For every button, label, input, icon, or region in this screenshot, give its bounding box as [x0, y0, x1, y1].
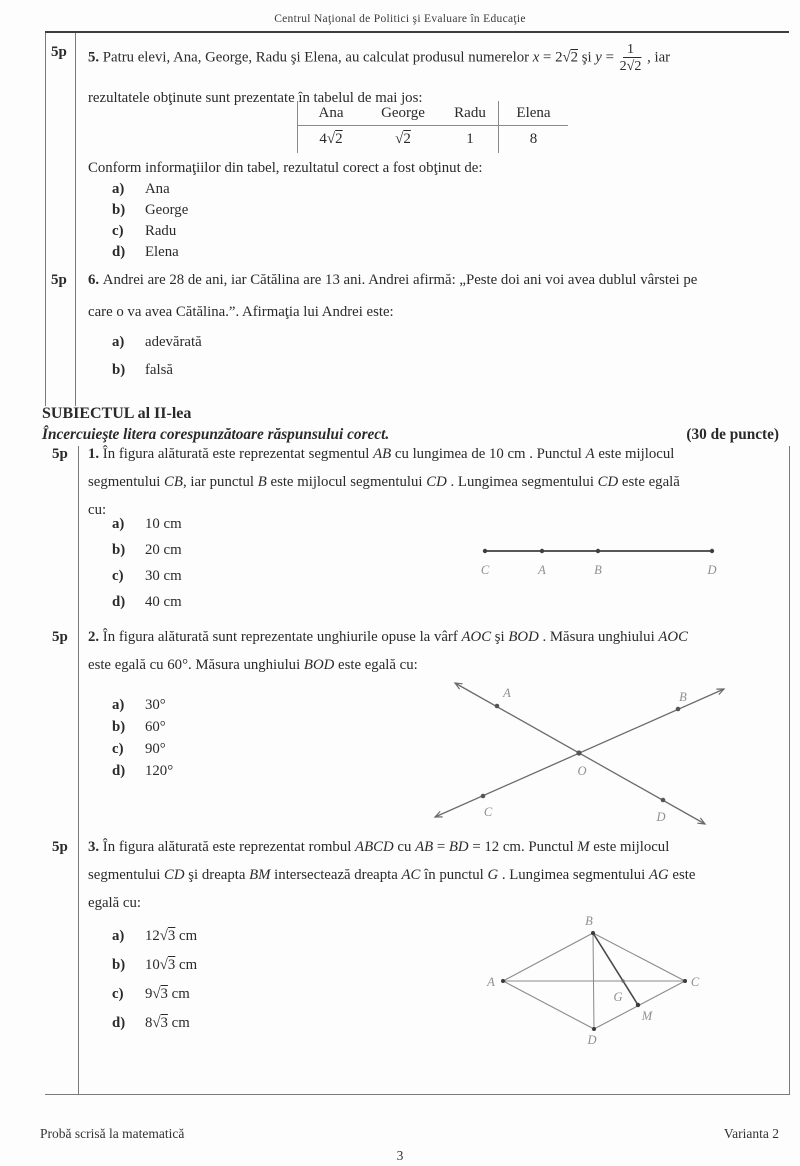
point-dot-m [636, 1003, 640, 1007]
option-text: 8√3 cm [145, 1015, 190, 1031]
point-dot-c [483, 549, 487, 553]
option-text: falsă [145, 362, 173, 378]
option-text: 120° [145, 763, 174, 779]
s2q2-options [112, 697, 173, 785]
side-bc [593, 933, 685, 981]
q6-points-badge: 5p [51, 272, 67, 288]
option-text: George [145, 202, 189, 218]
q5-option-c [112, 223, 188, 244]
q6-text-line-2: care o va avea Cătălina.”. Afirmaţia lui Andrei este: [88, 304, 394, 320]
s2q2-option-d [112, 763, 173, 785]
footer-variant: Varianta 2 [723, 1126, 779, 1141]
s2q3-text-line-3: egală cu: [88, 895, 141, 911]
s2q2-option-c [112, 741, 173, 763]
header-rule [45, 31, 789, 33]
option-letter: b) [112, 719, 126, 735]
option-letter: b) [112, 542, 126, 558]
s2q3-text-line-1: 3. În figura alăturată este reprezentat rombul ABCD cu AB = BD = 12 cm. Punctul M este mijlocul [88, 839, 670, 855]
point-dot-b [596, 549, 600, 553]
option-text: 30 cm [145, 568, 182, 584]
option-text: 20 cm [145, 542, 182, 558]
s2q3-text-line-2: segmentului CD şi dreapta BM intersectează dreapta AC în punctul G . Lungimea segmentului AG este [88, 867, 696, 883]
q6-option-b [112, 362, 202, 390]
option-text: Radu [145, 223, 177, 239]
q5-points-badge: 5p [51, 44, 67, 60]
point-label-b: B [594, 563, 602, 577]
option-text: 30° [145, 697, 166, 713]
option-letter: c) [112, 223, 124, 239]
point-dot-a [495, 704, 500, 709]
point-label-c: C [690, 975, 700, 989]
point-dot-b [591, 931, 595, 935]
option-text: Elena [145, 244, 179, 260]
option-letter: a) [112, 181, 125, 197]
q5-option-a [112, 181, 188, 202]
option-letter: c) [112, 986, 124, 1002]
table-header-elena: Elena [498, 101, 568, 126]
table-value-elena: 8 [498, 126, 568, 153]
page-number: 3 [396, 1148, 404, 1163]
option-letter: c) [112, 741, 124, 757]
option-letter: d) [112, 1015, 126, 1031]
option-text: 9√3 cm [145, 986, 190, 1002]
sec2-points-divider [78, 446, 79, 1094]
s2q1-options [112, 516, 182, 620]
option-letter: b) [112, 202, 126, 218]
q2-figure-angles [430, 675, 785, 830]
option-text: 60° [145, 719, 166, 735]
s2q1-option-c [112, 568, 182, 594]
q5-options [112, 181, 188, 265]
s2q1-option-d [112, 594, 182, 620]
s2q1-option-a [112, 516, 182, 542]
table-header-radu: Radu [442, 101, 498, 126]
diagonal-bd [593, 933, 594, 1029]
option-letter: d) [112, 594, 126, 610]
option-letter: b) [112, 362, 126, 378]
s2q3-options [112, 928, 197, 1044]
sec2-right-border [789, 446, 790, 1094]
s2q3-option-b [112, 957, 197, 986]
point-label-c: C [480, 563, 490, 577]
option-letter: a) [112, 928, 125, 944]
option-text: adevărată [145, 334, 202, 350]
option-text: 90° [145, 741, 166, 757]
point-dot-c [683, 979, 687, 983]
point-label-a: A [503, 686, 511, 700]
q5-option-b [112, 202, 188, 223]
table-value-ana: 4 √2 [319, 131, 343, 147]
s2q3-option-c [112, 986, 197, 1015]
s2q2-option-a [112, 697, 173, 719]
s2q2-option-b [112, 719, 173, 741]
option-text: 10√3 cm [145, 957, 198, 973]
option-text: Ana [145, 181, 170, 197]
q3-figure-rhombus [480, 912, 710, 1052]
point-dot-d [592, 1027, 596, 1031]
table-header-george: George [364, 101, 442, 126]
option-letter: a) [112, 697, 125, 713]
q5-text-line-2: rezultatele obţinute sunt prezentate în tabelul de mai jos: [88, 90, 423, 106]
section2-instruction: Încercuieşte litera corespunzătoare răspunsului corect. [42, 426, 390, 443]
option-letter: a) [112, 516, 125, 532]
option-letter: a) [112, 334, 125, 350]
option-letter: d) [112, 244, 126, 260]
option-text: 40 cm [145, 594, 182, 610]
q5-text-line-1: 5. Patru elevi, Ana, George, Radu şi Elena, au calculat produsul numerelor x = 2√2 şi y = $\frac{1}{2√2}$ , iar [88, 41, 671, 75]
point-label-d: D [656, 810, 666, 824]
s2q3-option-a [112, 928, 197, 957]
table-value-george: √2 [395, 131, 411, 147]
q1-figure-segment [480, 540, 720, 580]
point-label-m: M [641, 1009, 653, 1023]
point-dot-b [676, 707, 681, 712]
q5-option-d [112, 244, 188, 265]
table-value-radu: 1 [466, 131, 474, 147]
point-dot-d [710, 549, 714, 553]
point-dot-a [501, 979, 505, 983]
point-label-g: G [613, 990, 623, 1004]
option-text: 10 cm [145, 516, 182, 532]
q6-option-a [112, 334, 202, 362]
point-label-b: B [679, 690, 687, 704]
point-dot-c [481, 794, 486, 799]
s2q3-option-d [112, 1015, 197, 1044]
point-label-b: B [585, 914, 593, 928]
table-header-ana: Ana [298, 101, 364, 126]
point-label-a: A [487, 975, 495, 989]
s2q2-text-line-2: este egală cu 60°. Măsura unghiului BOD este egală cu: [88, 657, 418, 673]
s2q2-text-line-1: 2. În figura alăturată sunt reprezentate unghiurile opuse la vârf AOC şi BOD . Măsura unghiului AOC [88, 629, 688, 645]
s2q1-text-line-3: cu: [88, 502, 107, 518]
side-ab [503, 933, 593, 981]
q5-results-table [297, 101, 568, 153]
q6-options [112, 334, 202, 390]
point-dot-a [540, 549, 544, 553]
option-letter: c) [112, 568, 124, 584]
section2-points-total: (30 de puncte) [686, 426, 779, 443]
header-institution: Centrul Naţional de Politici şi Evaluare în Educaţie [274, 13, 526, 25]
point-label-a: A [538, 563, 546, 577]
side-da [503, 981, 594, 1029]
point-label-d: D [587, 1033, 597, 1047]
footer-subject: Probă scrisă la matematică [40, 1126, 185, 1141]
s2q1-text-line-1: 1. În figura alăturată este reprezentat segmentul AB cu lungimea de 10 cm . Punctul A este mijlocul [88, 446, 675, 462]
point-label-o: O [577, 764, 587, 778]
q5-conform-line: Conform informaţiilor din tabel, rezultatul corect a fost obţinut de: [88, 160, 483, 176]
s2q1-points-badge: 5p [52, 446, 68, 462]
section2-title: SUBIECTUL al II-lea [42, 405, 192, 422]
q6-text-line-1: 6. Andrei are 28 de ani, iar Cătălina are 13 ani. Andrei afirmă: „Peste doi ani voi avea dublul vârstei pe [88, 272, 698, 288]
point-label-d: D [707, 563, 717, 577]
sec1-left-border [45, 33, 46, 406]
point-dot-d [661, 798, 666, 803]
s2q1-text-line-2: segmentului CB, iar punctul B este mijlocul segmentului CD . Lungimea segmentului CD este egală [88, 474, 680, 490]
point-dot-g [621, 979, 624, 982]
s2q1-option-b [112, 542, 182, 568]
option-letter: d) [112, 763, 126, 779]
sec2-bottom-border [45, 1094, 790, 1095]
option-text: 12√3 cm [145, 928, 198, 944]
point-label-c: C [483, 805, 493, 819]
sec1-points-divider [75, 33, 76, 406]
s2q3-points-badge: 5p [52, 839, 68, 855]
point-dot-o [576, 750, 581, 755]
s2q2-points-badge: 5p [52, 629, 68, 645]
option-letter: b) [112, 957, 126, 973]
